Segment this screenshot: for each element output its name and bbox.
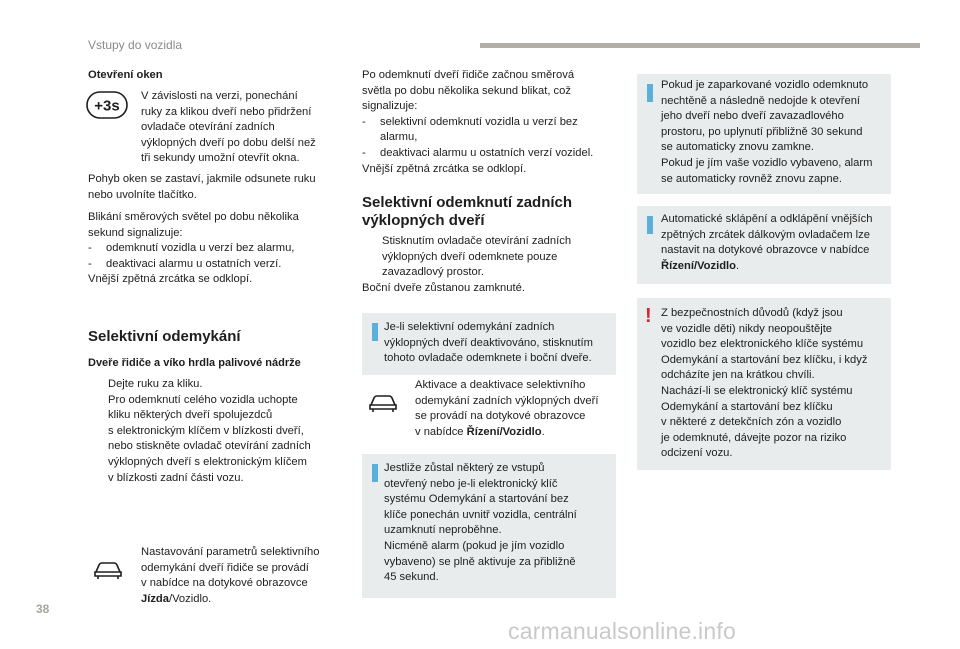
car-icon: [94, 560, 122, 580]
dash-item: - deaktivaci alarmu u ostatních verzí vozidel.: [362, 146, 594, 159]
info-panel: Je-li selektivní odemykání zadních výklopných dveří deaktivováno, stisknutím tohoto ovladače odemknete i boční dveře.: [362, 313, 616, 375]
bullet-mark-icon: [88, 393, 108, 409]
page-number: 38: [36, 602, 50, 616]
text-line: ruky za klikou dveří nebo přidržení: [141, 105, 312, 118]
info-icon: [372, 464, 378, 482]
menu-path-bold: Jízda: [141, 592, 169, 605]
warning-panel: ! Z bezpečnostních důvodů (když jsou ve vozidle děti) nikdy neopouštějte vozidlo bez elektronického klíče systému Odemykání a startování bez klíčku, i když odcházíte jen na krátkou chvíli. Nachází-li se elektronický klíč systému Odemykání a startování bez klíčku v některé z detekčních zón a vozidlo je odemknuté, dávejte pozor na riziko odcizení vozu.: [637, 298, 891, 470]
settings-note: Nastavování parametrů selektivního odemykání dveří řidiče se provádí v nabídce na dotykové obrazovce Jízda/Vozidlo.: [141, 546, 320, 605]
text-line: Vnější zpětná zrcátka se odklopí.: [88, 273, 253, 286]
info-panel: Pokud je zaparkované vozidlo odemknuto nechtěně a následně nedojde k otevření jeho dveří nebo dveří zavazadlového prostoru, po uplynutí přibližně 30 sekund se automaticky znovu zamkne. Pokud je jím vaše vozidlo vybaveno, alarm se automaticky rovněž znovu zapne.: [637, 74, 891, 194]
menu-path-bold: Řízení/Vozidlo: [466, 425, 542, 438]
badge-text: +3s: [94, 97, 120, 115]
text-line: V závislosti na verzi, ponechání: [141, 90, 298, 102]
text-line: ovladače otevírání zadních: [141, 121, 275, 134]
bullet-item: Pro odemknutí celého vozidla uchopte: [88, 393, 348, 409]
section-title-tailgate-unlock: Selektivní odemknutí zadních výklopných dveří: [362, 194, 573, 229]
text-line: sekund signalizuje:: [88, 226, 183, 239]
text-line: nebo uvolníte tlačítko.: [88, 188, 197, 201]
info-panel: Automatické sklápění a odklápění vnějších zpětných zrcátek dálkovým ovladačem lze nastavit na dotykové obrazovce v nabídce Řízení/Vozidlo.: [637, 206, 891, 284]
bullet-list: [88, 377, 348, 486]
info-icon: [372, 323, 378, 341]
bullet-continuation: kliku některých dveří spolujezdců s elektronickým klíčem v blízkosti dveří, nebo stiskněte ovladač otevírání zadních výklopných dveří s elektronickým klíčem v blízkosti zadní části vozu.: [108, 409, 311, 484]
text-line: Blikání směrových světel po dobu několika: [88, 211, 299, 223]
watermark-text: carmanualsonline.info: [508, 618, 736, 644]
bullet-item: Stisknutím ovladače otevírání zadních: [362, 234, 622, 250]
paragraph-indicator-blinking: [88, 210, 348, 288]
info-icon: [647, 84, 653, 102]
dash-item: - odemknutí vozidla u verzí bez alarmu,: [88, 242, 295, 255]
info-icon: [647, 216, 653, 234]
section-header-title: Vstupy do vozidla: [88, 38, 183, 52]
tailgate-bullet: Stisknutím ovladače otevírání zadních výklopných dveří odemknete pouze zavazadlový prostor. Boční dveře zůstanou zamknuté.: [362, 234, 622, 296]
window-opening-text: [141, 89, 341, 167]
subheading-driver-door: Dveře řidiče a víko hrdla palivové nádrže: [88, 357, 301, 369]
paragraph-window-stop: [88, 172, 348, 203]
header-divider-bar: [480, 43, 920, 48]
text-line: tři sekundy umožní otevřít okna.: [141, 152, 300, 165]
bullet-mark-icon: [362, 234, 382, 250]
text-line: Pohyb oken se zastaví, jakmile odsunete ruku: [88, 173, 316, 185]
tailgate-settings-note: Aktivace a deaktivace selektivního odemykání zadních výklopných dveří se provádí na dotykové obrazovce v nabídce Řízení/Vozidlo.: [415, 379, 599, 438]
text-line: výklopných dveří po dobu delší než: [141, 136, 316, 149]
bullet-mark-icon: [88, 377, 108, 393]
bullet-item: Dejte ruku za kliku.: [88, 377, 348, 393]
dash-item: - selektivní odemknutí vozidla u verzí bez: [362, 115, 578, 128]
car-icon: [369, 393, 397, 413]
intro-blinking-text: Po odemknutí dveří řidiče začnou směrová světla po dobu několika sekund blikat, což signalizuje: - selektivní odemknutí vozidla u verzí bez alarmu, - deaktivaci alarmu u ostatních verzí vozidel. Vnější zpětná zrcátka se odklopí.: [362, 68, 622, 177]
plus-3s-badge-icon: [86, 91, 128, 119]
menu-path-bold: Řízení/Vozidlo: [661, 259, 736, 272]
heading-window-opening: Otevření oken: [88, 69, 163, 81]
info-panel: Jestliže zůstal některý ze vstupů otevřený nebo je-li elektronický klíč systému Odemykání a startování bez klíče ponechán uvnitř vozidla, centrální uzamknutí neproběhne. Nicméně alarm (pokud je jím vozidlo vybaveno) se plně aktivuje za přibližně 45 sekund.: [362, 454, 616, 598]
warning-icon: !: [645, 305, 652, 327]
dash-item: - deaktivaci alarmu u ostatních verzí.: [88, 257, 282, 270]
section-title-selective-unlocking: Selektivní odemykání: [88, 328, 241, 345]
